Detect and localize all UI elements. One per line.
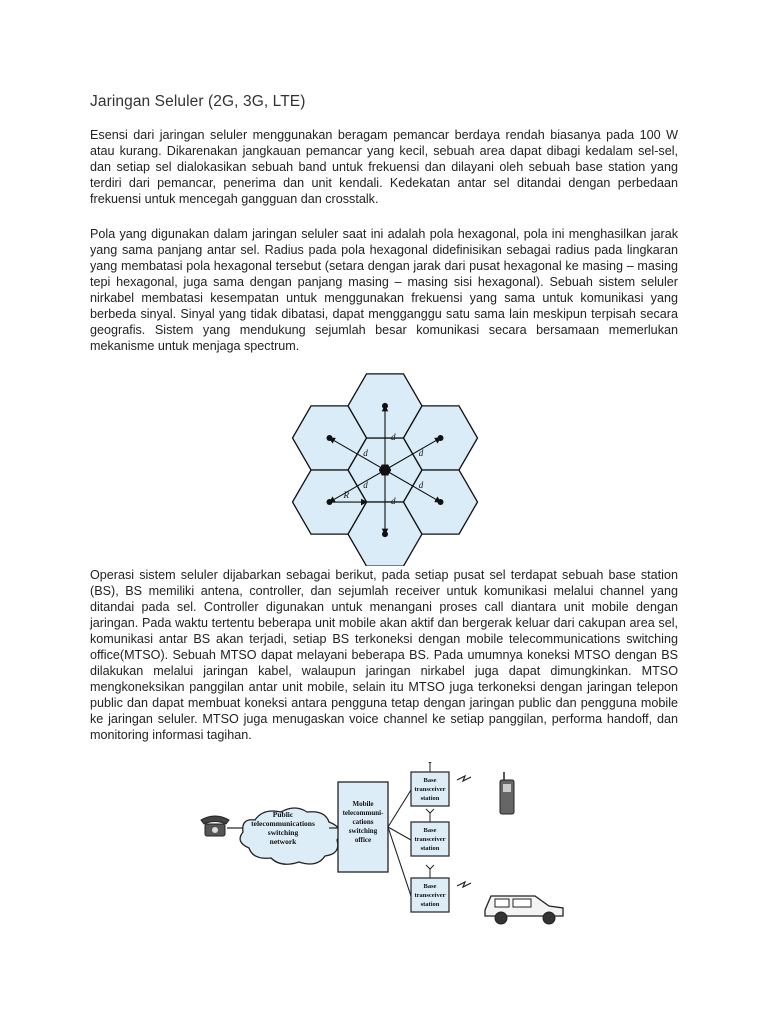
paragraph-hexagonal-pattern: Pola yang digunakan dalam jaringan seluler saat ini adalah pola hexagonal, pola ini menghasilkan jarak yang sama panjang antar sel. Radius pada pola hexagonal didefinisikan sebagai radius pada lingkaran yang membatasi pola hexagonal tersebut (setara dengan jarak dari pusat hexagonal ke masing – masing tepi hexagonal, juga sama dengan panjang masing – masing sisi hexagonal). Sebuah sistem seluler nirkabel membatasi kesempatan untuk menggunakan frekuensi yang sama untuk komunikasi yang berbeda sinyal. Sinyal yang tidak dibatasi, dapat mengganggu satu sama lain meskipun terpisah secara geografis. Sistem yang mendukung sejumlah besar komunikasi secara bersamaan memerlukan mekanisme untuk menjaga spectrum. xyxy=(90,227,678,353)
antenna-icon xyxy=(426,809,434,822)
distance-label: d xyxy=(391,496,396,507)
base-station-dot xyxy=(438,435,444,441)
bts-label-line: transceiver xyxy=(414,836,446,843)
cloud-label-line: Public xyxy=(272,810,294,819)
car-wheel xyxy=(495,912,507,924)
distance-label: d xyxy=(363,480,368,491)
distance-label: d xyxy=(391,431,396,442)
antenna-icon xyxy=(426,762,434,772)
bts-label-line: Base xyxy=(423,883,437,890)
telephone-icon xyxy=(201,816,229,836)
cloud-label-line: switching xyxy=(267,828,299,837)
car-window xyxy=(495,899,509,907)
mtso-label-line: Mobile xyxy=(352,800,374,808)
distance-label: d xyxy=(418,447,424,458)
phone-screen xyxy=(503,784,511,792)
mtso-to-bts-line xyxy=(388,790,411,827)
car-window xyxy=(513,899,531,907)
mobile-phone-icon xyxy=(500,772,514,814)
document-title: Jaringan Seluler (2G, 3G, LTE) xyxy=(90,93,306,110)
distance-label: d xyxy=(363,447,368,458)
mtso-label-line: switching xyxy=(348,827,378,835)
mtso-label-line: cations xyxy=(352,818,374,826)
radio-wave-icon xyxy=(457,882,471,887)
car-wheel xyxy=(543,912,555,924)
distance-label: d xyxy=(418,480,424,491)
hexagonal-cell-figure xyxy=(285,370,485,566)
radio-wave-icon xyxy=(457,776,471,781)
bts-label-line: station xyxy=(420,845,440,852)
base-station-dot xyxy=(382,467,388,473)
telephone-dial xyxy=(212,827,218,833)
paragraph-cellular-operation: Operasi sistem seluler dijabarkan sebagai berikut, pada setiap pusat sel terdapat sebuah base station (BS), BS memiliki antena, controller, dan sejumlah receiver untuk komunikasi melalui channel yang ditandai pada sel. Controller digunakan untuk menangani proses call diantara unit mobile dengan jaringan. Pada waktu tertentu beberapa unit mobile akan aktif dan bergerak keluar dari cakupan area sel, komunikasi antar BS akan terjadi, setiap BS terkoneksi dengan mobile telecommunications switching office(MTSO). Sebuah MTSO dapat melayani beberapa BS. Pada umumnya koneksi MTSO dengan BS dilakukan melalui jaringan kabel, walaupun jaringan nirkabel juga dapat dimungkinkan. MTSO mengkoneksikan panggilan antar unit mobile, selain itu MTSO juga terkoneksi dengan jaringan telepon public dan dapat membuat koneksi antara pengguna tetap dengan jaringan public dan pengguna mobile ke jaringan seluler. MTSO juga menugaskan voice channel ke setiap panggilan, performa handoff, dan monitoring informasi tagihan. xyxy=(90,568,678,742)
base-station-dot xyxy=(382,531,388,537)
car-icon xyxy=(485,896,563,924)
bts-label-line: Base xyxy=(423,777,437,784)
mtso-label-line: office xyxy=(354,836,372,844)
bts-label-line: station xyxy=(420,901,440,908)
base-station-dot xyxy=(382,403,388,409)
mtso-label-line: telecommuni- xyxy=(342,809,384,817)
bts-label-line: transceiver xyxy=(414,892,446,899)
bts-label-line: station xyxy=(420,795,440,802)
telephone-handset xyxy=(201,816,229,824)
cellular-network-figure xyxy=(195,762,570,927)
radius-label: R xyxy=(343,490,349,501)
mtso-to-bts-line xyxy=(388,827,411,896)
paragraph-intro: Esensi dari jaringan seluler menggunakan beragam pemancar berdaya rendah biasanya pada 100 W atau kurang. Dikarenakan jangkauan pemancar yang kecil, sebuah area dapat dibagi kedalam sel-sel, dan setiap sel dialokasikan sebuah band untuk frekuensi dan dilayani oleh sebuah base station yang terdiri dari pemancar, penerima dan unit kendali. Kedekatan antar sel ditandai dengan perbedaan frekuensi untuk mencegah gangguan dan crosstalk. xyxy=(90,128,678,206)
cloud-label-line: telecommunications xyxy=(251,819,315,828)
base-station-dot xyxy=(438,499,444,505)
cloud-label-line: network xyxy=(269,837,297,846)
antenna-icon xyxy=(426,865,434,878)
base-station-dot xyxy=(327,435,333,441)
bts-label-line: transceiver xyxy=(414,786,446,793)
bts-label-line: Base xyxy=(423,827,437,834)
